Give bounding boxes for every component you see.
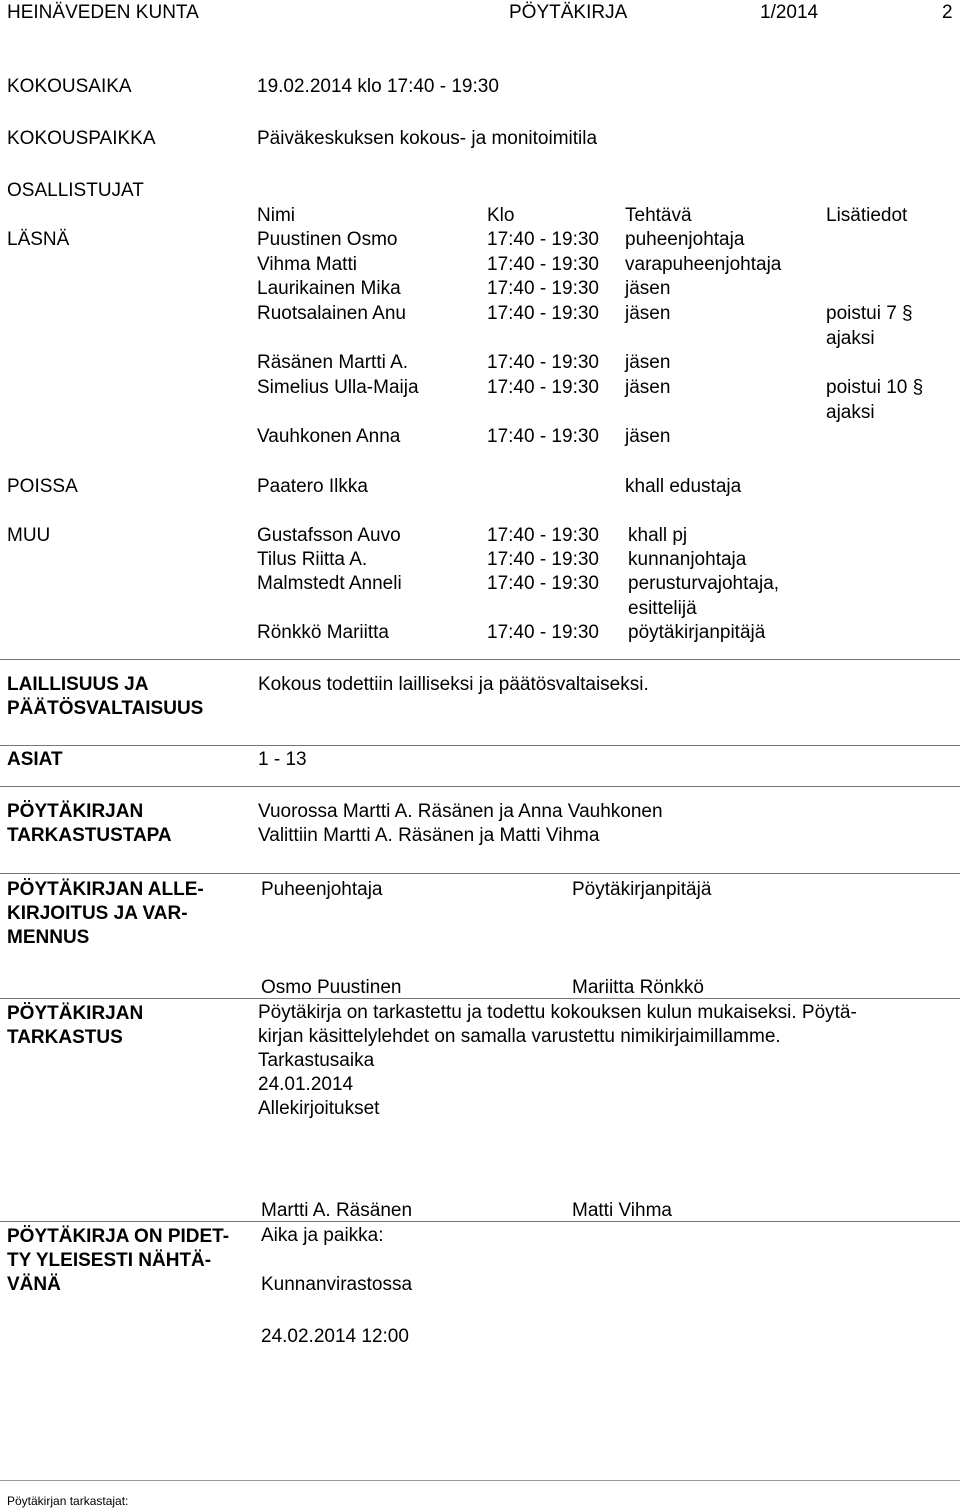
- participant-role: pöytäkirjanpitäjä: [628, 622, 766, 643]
- column-notes: Lisätiedot: [826, 205, 908, 226]
- review-text: [258, 1001, 857, 1121]
- meeting-time-value: 19.02.2014 klo 17:40 - 19:30: [257, 76, 499, 97]
- secretary-name: Mariitta Rönkkö: [572, 977, 704, 998]
- participant-name: Puustinen Osmo: [257, 229, 398, 250]
- absent-name: Paatero Ilkka: [257, 476, 368, 497]
- column-role: Tehtävä: [625, 205, 692, 226]
- participant-role: puheenjohtaja: [625, 229, 745, 250]
- review-signatures-label: Allekirjoitukset: [258, 1098, 380, 1119]
- review-label: [7, 1002, 143, 1050]
- matters-value: 1 - 13: [258, 749, 307, 770]
- public-display-datetime: 24.02.2014 12:00: [261, 1326, 409, 1347]
- public-display-label-line: VÄNÄ: [7, 1274, 61, 1295]
- document-type: PÖYTÄKIRJA: [509, 2, 628, 23]
- section-divider: [0, 745, 960, 746]
- review-method-label-line: TARKASTUSTAPA: [7, 825, 172, 846]
- legality-label-line: PÄÄTÖSVALTAISUUS: [7, 698, 204, 719]
- other-label: MUU: [7, 525, 51, 546]
- review-method-label-line: PÖYTÄKIRJAN: [7, 801, 144, 822]
- participant-name: Malmstedt Anneli: [257, 573, 402, 594]
- participant-name: Tilus Riitta A.: [257, 549, 368, 570]
- participant-name: Rönkkö Mariitta: [257, 622, 389, 643]
- review-date: 24.01.2014: [258, 1074, 354, 1095]
- legality-text: Kokous todettiin lailliseksi ja päätösvaltaiseksi.: [258, 674, 649, 695]
- participant-time: 17:40 - 19:30: [487, 278, 599, 299]
- review-label-line: TARKASTUS: [7, 1027, 123, 1048]
- participant-note-cont: ajaksi: [826, 402, 875, 423]
- participant-role: kunnanjohtaja: [628, 549, 747, 570]
- section-divider: [0, 1221, 960, 1222]
- signing-label-line: MENNUS: [7, 927, 90, 948]
- participant-time: 17:40 - 19:30: [487, 377, 599, 398]
- participant-role: khall pj: [628, 525, 688, 546]
- review-text-line: Pöytäkirja on tarkastettu ja todettu kokouksen kulun mukaiseksi. Pöytä-: [258, 1002, 857, 1023]
- section-divider: [0, 998, 960, 999]
- review-label-line: PÖYTÄKIRJAN: [7, 1003, 144, 1024]
- participant-note-cont: ajaksi: [826, 328, 875, 349]
- participant-name: Simelius Ulla-Maija: [257, 377, 419, 398]
- reviewer-name-1: Martti A. Räsänen: [261, 1200, 413, 1221]
- signing-label-line: KIRJOITUS JA VAR-: [7, 903, 188, 924]
- municipality-name: HEINÄVEDEN KUNTA: [7, 2, 199, 23]
- participant-name: Gustafsson Auvo: [257, 525, 401, 546]
- review-method-label: [7, 800, 172, 848]
- public-display-label: [7, 1225, 229, 1297]
- participant-role: varapuheenjohtaja: [625, 254, 782, 275]
- footer-divider: [0, 1480, 960, 1481]
- meeting-place-label: KOKOUSPAIKKA: [7, 128, 156, 149]
- participant-time: 17:40 - 19:30: [487, 254, 599, 275]
- meeting-time-label: KOKOUSAIKA: [7, 76, 132, 97]
- footer-text: Pöytäkirjan tarkastajat:: [7, 1494, 129, 1508]
- review-method-text: [258, 800, 663, 848]
- section-divider: [0, 659, 960, 660]
- participant-time: 17:40 - 19:30: [487, 525, 599, 546]
- chair-name: Osmo Puustinen: [261, 977, 402, 998]
- meeting-place-value: Päiväkeskuksen kokous- ja monitoimitila: [257, 128, 598, 149]
- section-divider: [0, 786, 960, 787]
- participant-note: poistui 10 §: [826, 377, 924, 398]
- section-divider: [0, 873, 960, 874]
- review-time-label: Tarkastusaika: [258, 1050, 375, 1071]
- column-name: Nimi: [257, 205, 295, 226]
- chair-title: Puheenjohtaja: [261, 879, 383, 900]
- document-number: 1/2014: [760, 2, 819, 23]
- participant-name: Vauhkonen Anna: [257, 426, 401, 447]
- absent-label: POISSA: [7, 476, 78, 497]
- participant-role: jäsen: [625, 278, 671, 299]
- public-display-place-label: Aika ja paikka:: [261, 1225, 384, 1246]
- participant-time: 17:40 - 19:30: [487, 426, 599, 447]
- present-label: LÄSNÄ: [7, 229, 70, 250]
- participant-role-cont: esittelijä: [628, 598, 697, 619]
- legality-label: [7, 673, 203, 721]
- reviewer-name-2: Matti Vihma: [572, 1200, 672, 1221]
- review-method-line: Vuorossa Martti A. Räsänen ja Anna Vauhkonen: [258, 801, 663, 822]
- participant-time: 17:40 - 19:30: [487, 622, 599, 643]
- public-display-label-line: TY YLEISESTI NÄHTÄ-: [7, 1250, 212, 1271]
- matters-label: ASIAT: [7, 749, 63, 770]
- participant-time: 17:40 - 19:30: [487, 352, 599, 373]
- signing-label: [7, 878, 204, 950]
- signing-label-line: PÖYTÄKIRJAN ALLE-: [7, 879, 204, 900]
- column-time: Klo: [487, 205, 515, 226]
- public-display-place: Kunnanvirastossa: [261, 1274, 413, 1295]
- absent-role: khall edustaja: [625, 476, 742, 497]
- participant-role: perusturvajohtaja,: [628, 573, 780, 594]
- secretary-title: Pöytäkirjanpitäjä: [572, 879, 712, 900]
- participant-time: 17:40 - 19:30: [487, 229, 599, 250]
- participant-role: jäsen: [625, 352, 671, 373]
- participant-name: Vihma Matti: [257, 254, 357, 275]
- review-method-line: Valittiin Martti A. Räsänen ja Matti Vihma: [258, 825, 600, 846]
- review-text-line: kirjan käsittelylehdet on samalla varustettu nimikirjaimillamme.: [258, 1026, 781, 1047]
- participant-time: 17:40 - 19:30: [487, 573, 599, 594]
- participant-time: 17:40 - 19:30: [487, 549, 599, 570]
- participants-label: OSALLISTUJAT: [7, 180, 144, 201]
- participant-role: jäsen: [625, 303, 671, 324]
- participant-role: jäsen: [625, 377, 671, 398]
- participant-note: poistui 7 §: [826, 303, 913, 324]
- participant-name: Räsänen Martti A.: [257, 352, 409, 373]
- page-number: 2: [942, 2, 953, 23]
- participant-name: Ruotsalainen Anu: [257, 303, 406, 324]
- participant-time: 17:40 - 19:30: [487, 303, 599, 324]
- participant-name: Laurikainen Mika: [257, 278, 401, 299]
- public-display-label-line: PÖYTÄKIRJA ON PIDET-: [7, 1226, 230, 1247]
- legality-label-line: LAILLISUUS JA: [7, 674, 149, 695]
- participant-role: jäsen: [625, 426, 671, 447]
